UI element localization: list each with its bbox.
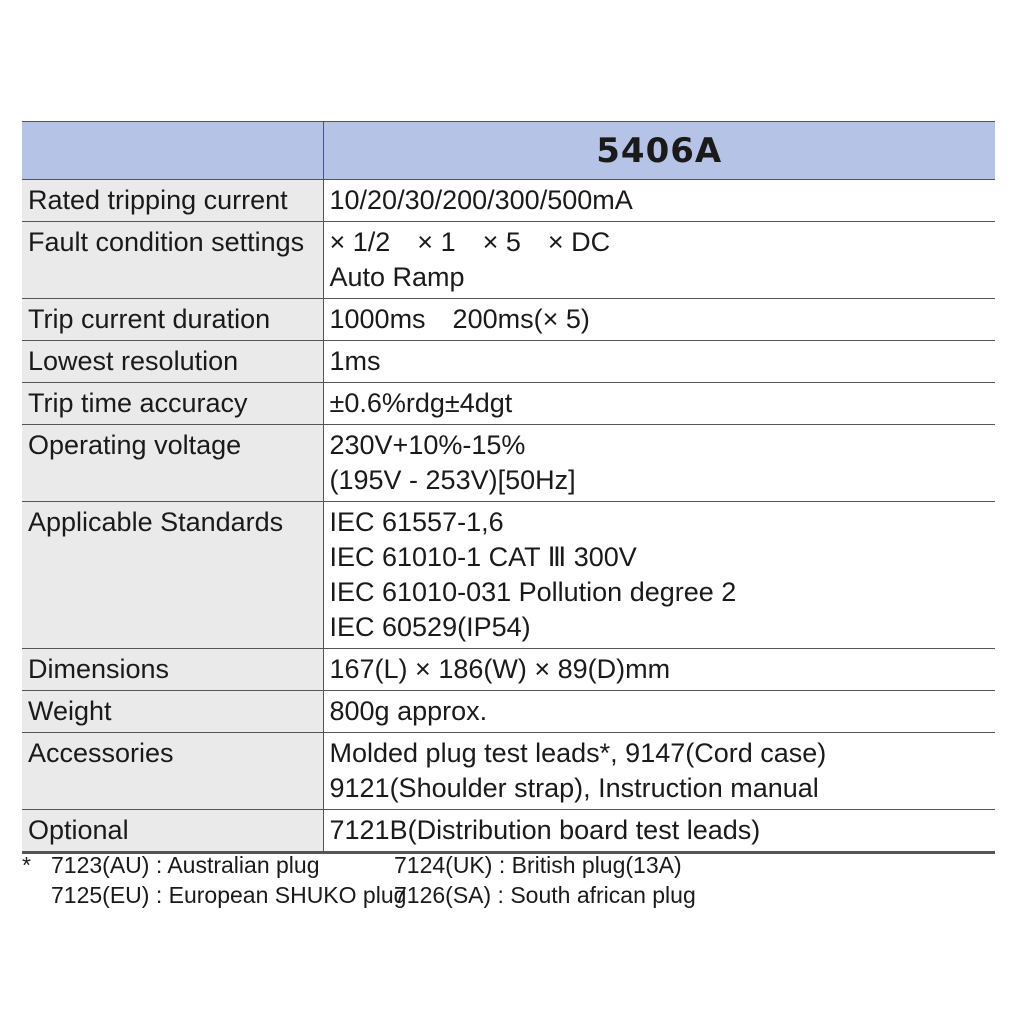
spec-value-line: 7121B(Distribution board test leads) (329, 815, 761, 845)
spec-value-line: 9121(Shoulder strap), Instruction manual (329, 773, 819, 803)
spec-label: Rated tripping current (22, 180, 323, 222)
footnote-marker: * (22, 852, 31, 878)
spec-value (323, 383, 995, 425)
row-trip-current-duration (22, 299, 995, 341)
spec-value-line: Auto Ramp (329, 262, 465, 292)
spec-value-line: 230V+10%-15% (329, 430, 526, 460)
footnote-item: 7125(EU) : European SHUKO plug (51, 882, 407, 908)
spec-value-line: 167(L) × 186(W) × 89(D)mm (329, 654, 671, 684)
spec-value-line: IEC 61557-1,6 (329, 507, 504, 537)
row-trip-time-accuracy (22, 383, 995, 425)
spec-rows (22, 180, 995, 853)
spec-value-line: 1000ms 200ms(× 5) (329, 304, 590, 334)
spec-value-line: (195V - 253V)[50Hz] (329, 465, 576, 495)
header-row (22, 122, 995, 180)
spec-label: Applicable Standards (22, 502, 323, 649)
footnote-row (22, 880, 1002, 910)
spec-label: Lowest resolution (22, 341, 323, 383)
footnote-row (22, 850, 1002, 880)
spec-value-line: ±0.6%rdg±4dgt (329, 388, 513, 418)
spec-value-line: IEC 60529(IP54) (329, 612, 531, 642)
footnote-item: 7123(AU) : Australian plug (51, 852, 320, 878)
spec-label: Accessories (22, 733, 323, 810)
footnote-item: 7126(SA) : South african plug (394, 882, 696, 908)
spec-label: Weight (22, 691, 323, 733)
row-optional (22, 810, 995, 853)
row-fault-condition-settings (22, 222, 995, 299)
spec-value (323, 180, 995, 222)
row-applicable-standards (22, 502, 995, 649)
spec-value (323, 733, 995, 810)
spec-value (323, 299, 995, 341)
spec-value (323, 649, 995, 691)
spec-label: Dimensions (22, 649, 323, 691)
row-accessories (22, 733, 995, 810)
spec-value-line: 800g approx. (329, 696, 488, 726)
row-lowest-resolution (22, 341, 995, 383)
row-operating-voltage (22, 425, 995, 502)
footnote-marker-spacer (22, 880, 51, 910)
spec-value-line: IEC 61010-1 CAT Ⅲ 300V (329, 542, 637, 572)
spec-label: Trip current duration (22, 299, 323, 341)
header-label-cell (22, 122, 323, 180)
spec-value-line: 1ms (329, 346, 381, 376)
spec-label: Fault condition settings (22, 222, 323, 299)
spec-value (323, 502, 995, 649)
spec-label: Operating voltage (22, 425, 323, 502)
spec-table (22, 121, 995, 854)
row-dimensions (22, 649, 995, 691)
spec-value (323, 691, 995, 733)
spec-value (323, 810, 995, 853)
spec-value (323, 341, 995, 383)
spec-value-line: × 1/2 × 1 × 5 × DC (329, 227, 611, 257)
spec-label: Optional (22, 810, 323, 853)
row-rated-tripping-current (22, 180, 995, 222)
footnote-item: 7124(UK) : British plug(13A) (394, 852, 682, 878)
footnotes (22, 850, 1002, 910)
spec-value (323, 222, 995, 299)
model-name: 5406A (323, 122, 995, 180)
spec-label: Trip time accuracy (22, 383, 323, 425)
spec-value-line: Molded plug test leads*, 9147(Cord case) (329, 738, 827, 768)
spec-value-line: IEC 61010-031 Pollution degree 2 (329, 577, 737, 607)
row-weight (22, 691, 995, 733)
spec-value (323, 425, 995, 502)
spec-value-line: 10/20/30/200/300/500mA (329, 185, 633, 215)
